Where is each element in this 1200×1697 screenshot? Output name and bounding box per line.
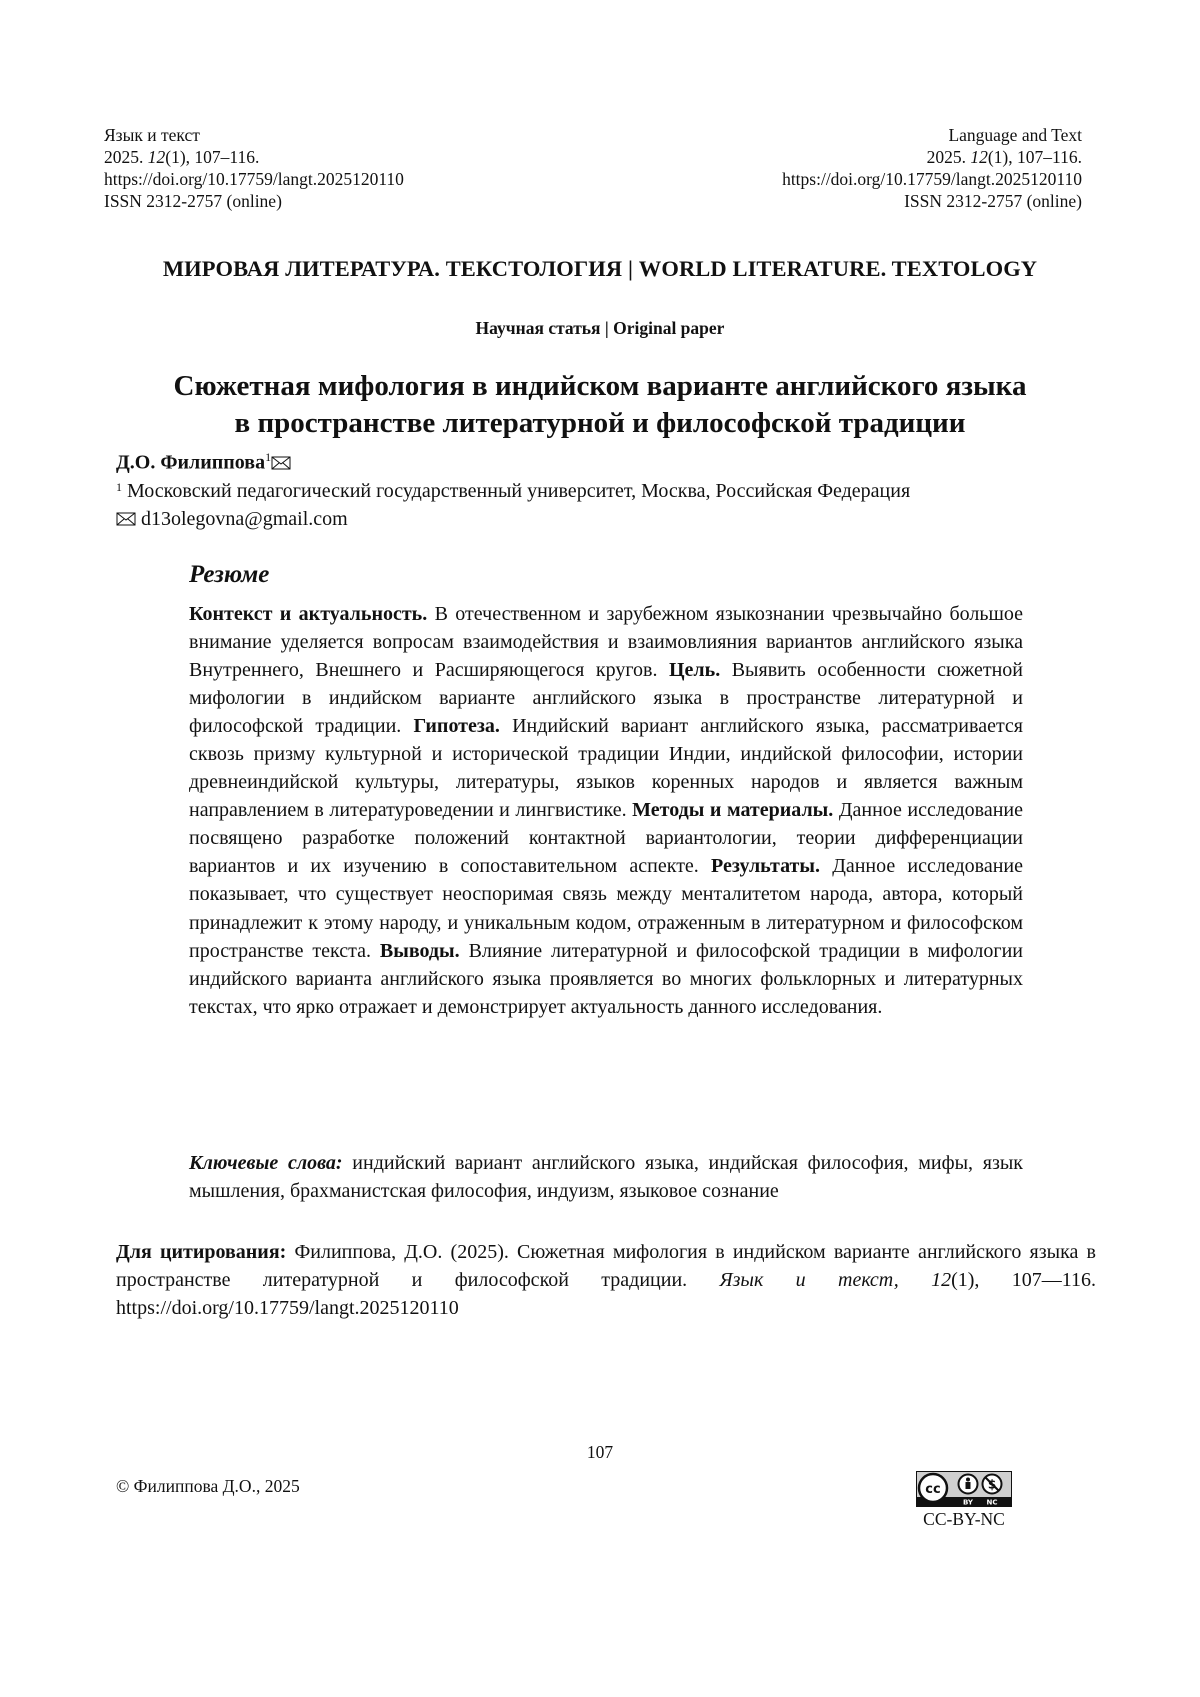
goal-label: Цель.: [669, 659, 720, 681]
citation-text: Филиппова, Д.О. (2025). Сюжетная мифология в индийском варианте английского языка в пространстве литературной и философской традиции.: [116, 1241, 1096, 1291]
methods-text: Данное исследование посвящено разработке положений контактной вариантологии, теории дифференциации вариантов и их изучению в сопоставительном аспекте.: [189, 799, 1023, 877]
header-right: [782, 124, 1082, 212]
copyright: © Филиппова Д.О., 2025: [116, 1476, 300, 1497]
keywords: [189, 1149, 1023, 1205]
keywords-label: Ключевые слова:: [189, 1152, 343, 1174]
abstract-heading: Резюме: [189, 561, 269, 589]
cc-badge-by: BY: [963, 1499, 974, 1507]
issue-info-left: 2025. 12(1), 107–116.: [104, 146, 404, 168]
cc-badge-cc: cc: [925, 1482, 940, 1497]
license-block[interactable]: [916, 1471, 1012, 1530]
goal-text: Выявить особенности сюжетной мифологии в индийском варианте английского языка в пространстве литературной и философской традиции.: [189, 659, 1023, 737]
envelope-icon: [116, 512, 136, 526]
cc-badge-icon[interactable]: [916, 1471, 1012, 1507]
citation-journal: Язык и текст, 12: [719, 1269, 951, 1291]
envelope-icon[interactable]: [271, 456, 291, 470]
article-title: [60, 368, 1140, 442]
journal-name-ru: Язык и текст: [104, 124, 404, 146]
affiliation-text: Московский педагогический государственный университет, Москва, Российская Федерация: [122, 480, 910, 502]
author: [116, 450, 291, 475]
header-left: [104, 124, 404, 212]
doi-left[interactable]: https://doi.org/10.17759/langt.2025120110: [104, 168, 404, 190]
license-text: CC-BY-NC: [916, 1509, 1012, 1530]
section-title: МИРОВАЯ ЛИТЕРАТУРА. ТЕКСТОЛОГИЯ | WORLD LITERATURE. TEXTOLOGY: [0, 256, 1200, 282]
author-email[interactable]: [116, 508, 348, 531]
hypothesis-text: Индийский вариант английского языка, рассматривается сквозь призму культурной и исторической традиции Индии, индийской философии, истории древнеиндийской культуры, литературы, языков коренных народов и является важным направлением в литературоведении и лингвистике.: [189, 715, 1023, 821]
affiliation: [116, 480, 910, 503]
conclusions-label: Выводы.: [380, 940, 460, 962]
page-number: 107: [0, 1442, 1200, 1463]
email-text[interactable]: d13olegovna@gmail.com: [136, 508, 348, 530]
author-name: Д.О. Филиппова: [116, 452, 265, 474]
paper-type: Научная статья | Original paper: [0, 318, 1200, 339]
context-text: В отечественном и зарубежном языкознании чрезвычайно большое внимание уделяется вопросам взаимодействия и взаимовлияния вариантов английского языка Внутреннего, Внешнего и Расширяющегося кругов.: [189, 603, 1023, 681]
doi-right[interactable]: https://doi.org/10.17759/langt.2025120110: [782, 168, 1082, 190]
keywords-text: индийский вариант английского языка, индийская философия, мифы, язык мышления, брахманистская философия, индуизм, языковое сознание: [189, 1152, 1023, 1202]
abstract-body: [189, 600, 1023, 1021]
results-label: Результаты.: [711, 855, 820, 877]
author-sup: 1: [265, 450, 271, 464]
hypothesis-label: Гипотеза.: [413, 715, 499, 737]
context-label: Контекст и актуальность.: [189, 603, 427, 625]
issn-right: ISSN 2312-2757 (online): [782, 190, 1082, 212]
citation-label: Для цитирования:: [116, 1241, 286, 1263]
title-line-1: Сюжетная мифология в индийском варианте английского языка: [60, 368, 1140, 405]
cc-badge-nc: NC: [987, 1499, 998, 1507]
citation-issue[interactable]: (1), 107—116. https://doi.org/10.17759/langt.2025120110: [116, 1269, 1096, 1319]
citation: [116, 1238, 1096, 1323]
conclusions-text: Влияние литературной и философской традиции в мифологии индийского варианта английского языка проявляется во многих фольклорных и литературных текстах, что ярко отражает и демонстрирует актуальность данного исследования.: [189, 940, 1023, 1018]
title-line-2: в пространстве литературной и философской традиции: [60, 405, 1140, 442]
affiliation-sup: 1: [116, 480, 122, 494]
methods-label: Методы и материалы.: [632, 799, 833, 821]
journal-name-en: Language and Text: [782, 124, 1082, 146]
results-text: Данное исследование показывает, что существует неоспоримая связь между менталитетом народа, автора, который принадлежит к этому народу, и уникальным кодом, отраженным в литературном и философском пространстве текста.: [189, 855, 1023, 961]
issn-left: ISSN 2312-2757 (online): [104, 190, 404, 212]
issue-info-right: 2025. 12(1), 107–116.: [782, 146, 1082, 168]
